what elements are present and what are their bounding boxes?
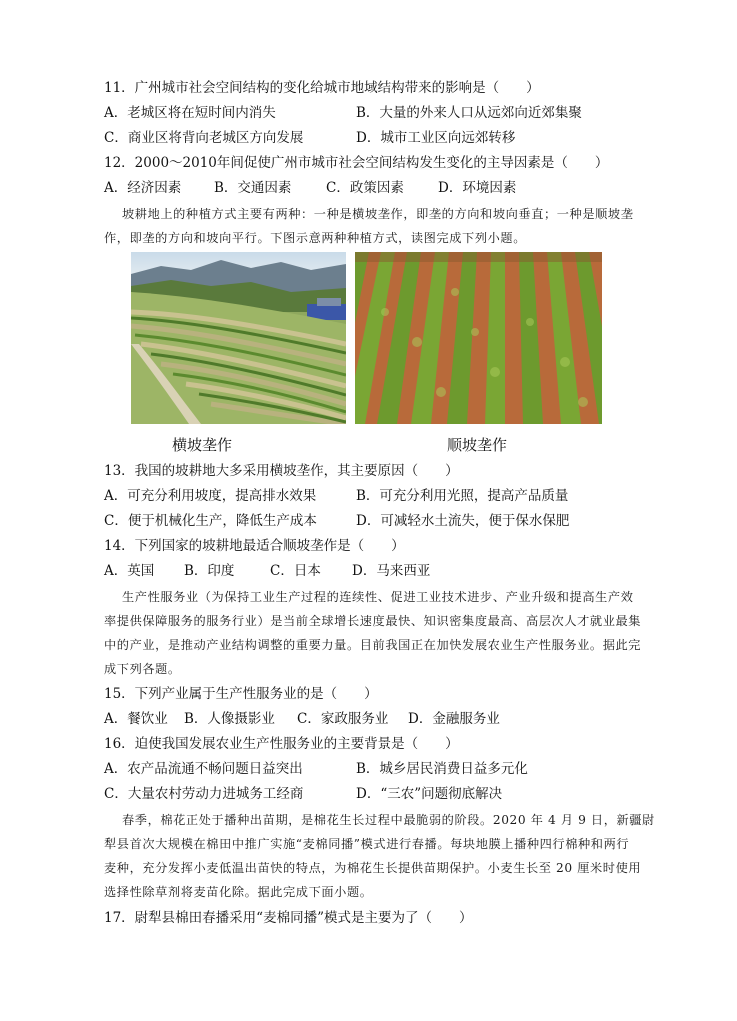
- question-14-stem: 14．下列国家的坡耕地最适合顺坡垄作是（ ）: [104, 538, 405, 554]
- question-11-option-d: D．城市工业区向远郊转移: [356, 130, 516, 146]
- question-15-stem: 15．下列产业属于生产性服务业的是（ ）: [104, 686, 378, 702]
- question-12-option-b: B．交通因素: [214, 180, 292, 196]
- contour-ridge-illustration: [131, 252, 346, 424]
- question-11-stem: 11．广州城市社会空间结构的变化给城市地域结构带来的影响是（ ）: [104, 80, 540, 96]
- question-13-stem: 13．我国的坡耕地大多采用横坡垄作，其主要原因（ ）: [104, 463, 459, 479]
- passage-1-line-1: 坡耕地上的种植方式主要有两种：一种是横坡垄作，即垄的方向和坡向垂直；一种是顺坡垄: [122, 207, 634, 221]
- question-16-option-d: D．“三农”问题彻底解决: [356, 786, 503, 802]
- question-13-option-b: B．可充分利用光照，提高产品质量: [356, 488, 569, 504]
- question-14-option-a: A．英国: [104, 563, 155, 579]
- question-11-option-c: C．商业区将背向老城区方向发展: [104, 130, 304, 146]
- passage-3-line-2: 犁县首次大规模在棉田中推广实施“麦棉同播”模式进行春播。每块地膜上播种四行棉种和两行: [104, 837, 630, 851]
- question-17-stem: 17．尉犁县棉田春播采用“麦棉同播”模式是主要为了（ ）: [104, 910, 473, 926]
- question-12-option-a: A．经济因素: [104, 180, 182, 196]
- question-15-option-a: A．餐饮业: [104, 711, 168, 727]
- question-15-option-b: B．人像摄影业: [184, 711, 275, 727]
- passage-1-line-2: 作，即垄的方向和坡向平行。下图示意两种种植方式，读图完成下列小题。: [104, 231, 526, 245]
- question-14-option-b: B．印度: [184, 563, 235, 579]
- passage-2-line-3: 中的产业，是推动产业结构调整的重要力量。目前我国正在加快发展农业生产性服务业。据此完: [104, 638, 642, 652]
- question-16-option-b: B．城乡居民消费日益多元化: [356, 761, 528, 777]
- question-13-option-d: D．可减轻水土流失，便于保水保肥: [356, 513, 570, 529]
- figure-left-caption: 横坡垄作: [172, 436, 233, 454]
- downslope-ridge-illustration: [355, 252, 602, 424]
- contour-ridge-photo: [131, 252, 346, 424]
- question-15-option-d: D．金融服务业: [408, 711, 500, 727]
- question-13-option-c: C．便于机械化生产，降低生产成本: [104, 513, 317, 529]
- question-12-stem: 12．2000～2010年间促使广州市城市社会空间结构发生变化的主导因素是（ ）: [104, 155, 609, 171]
- passage-3-line-4: 选择性除草剂将麦苗化除。据此完成下面小题。: [104, 885, 373, 899]
- question-11-option-a: A．老城区将在短时间内消失: [104, 105, 276, 121]
- passage-2-line-4: 成下列各题。: [104, 662, 181, 676]
- downslope-ridge-photo: [355, 252, 602, 424]
- question-15-option-c: C．家政服务业: [297, 711, 389, 727]
- question-11-option-b: B．大量的外来人口从远郊向近郊集聚: [356, 105, 582, 121]
- question-12-option-c: C．政策因素: [326, 180, 404, 196]
- passage-2-line-1: 生产性服务业（为保持工业生产过程的连续性、促进工业技术进步、产业升级和提高生产效: [122, 590, 634, 604]
- question-16-option-c: C．大量农村劳动力进城务工经商: [104, 786, 304, 802]
- question-16-stem: 16．迫使我国发展农业生产性服务业的主要背景是（ ）: [104, 736, 459, 752]
- question-14-option-c: C．日本: [270, 563, 321, 579]
- question-14-option-d: D．马来西亚: [352, 563, 431, 579]
- passage-3-line-1: 春季，棉花正处于播种出苗期，是棉花生长过程中最脆弱的阶段。2020 年 4 月 9 日，新疆尉: [122, 813, 655, 827]
- question-13-option-a: A．可充分利用坡度，提高排水效果: [104, 488, 317, 504]
- figure-right-caption: 顺坡垄作: [447, 436, 508, 454]
- passage-3-line-3: 麦种，充分发挥小麦低温出苗快的特点，为棉花生长提供苗期保护。小麦生长至 20 厘米时使用: [104, 861, 642, 875]
- question-12-option-d: D．环境因素: [438, 180, 517, 196]
- question-16-option-a: A．农产品流通不畅问题日益突出: [104, 761, 303, 777]
- passage-2-line-2: 率提供保障服务的服务行业）是当前全球增长速度最快、知识密集度最高、高层次人才就业最集: [104, 614, 642, 628]
